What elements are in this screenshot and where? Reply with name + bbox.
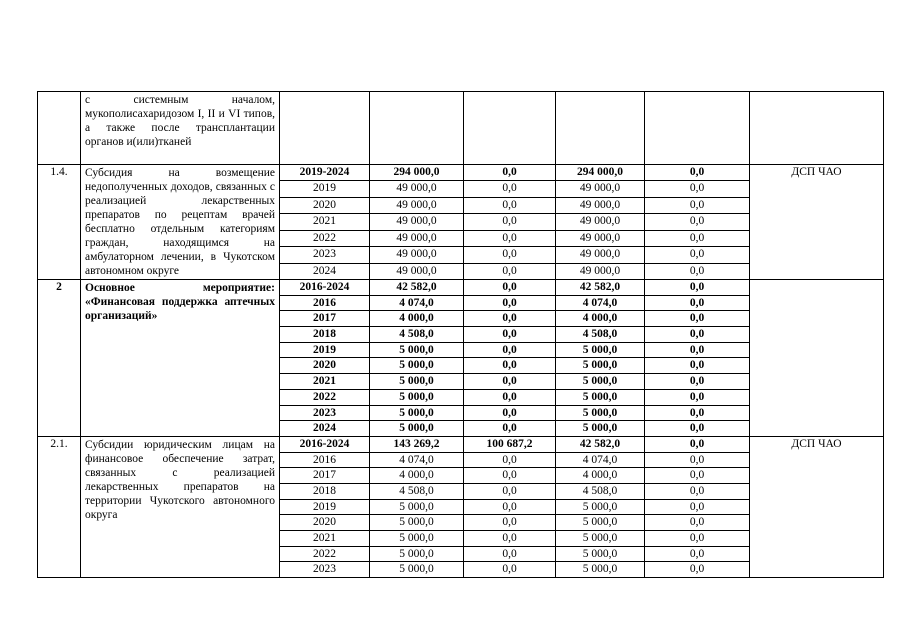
regional-cell: 4 000,0 <box>556 468 645 484</box>
period-cell: 2016-2024 <box>280 436 370 452</box>
federal-cell: 0,0 <box>464 405 556 421</box>
regional-cell: 5 000,0 <box>556 515 645 531</box>
total-cell: 5 000,0 <box>370 374 464 390</box>
total-cell: 294 000,0 <box>370 165 464 181</box>
federal-cell: 0,0 <box>464 311 556 327</box>
table-row <box>38 280 884 296</box>
regional-cell: 5 000,0 <box>556 499 645 515</box>
period-cell: 2016-2024 <box>280 280 370 296</box>
regional-cell: 5 000,0 <box>556 374 645 390</box>
federal-cell: 0,0 <box>464 295 556 311</box>
section-description: Субсидии юридическим лицам на финансовое обеспечение затрат, связанных с реализацией лекарственных препаратов на территории Чукотского автономного округа <box>81 436 280 577</box>
period-cell: 2016 <box>280 452 370 468</box>
other-cell: 0,0 <box>645 358 750 374</box>
period-cell: 2022 <box>280 230 370 246</box>
total-cell: 42 582,0 <box>370 280 464 296</box>
period-cell: 2019-2024 <box>280 165 370 181</box>
regional-cell: 5 000,0 <box>556 389 645 405</box>
period-cell: 2021 <box>280 374 370 390</box>
period-cell: 2019 <box>280 499 370 515</box>
other-cell: 0,0 <box>645 405 750 421</box>
regional-cell: 42 582,0 <box>556 280 645 296</box>
period-cell: 2024 <box>280 263 370 279</box>
other-cell: 0,0 <box>645 436 750 452</box>
total-cell: 5 000,0 <box>370 358 464 374</box>
period-cell: 2019 <box>280 342 370 358</box>
total-cell: 5 000,0 <box>370 342 464 358</box>
period-cell: 2017 <box>280 468 370 484</box>
executor-cell <box>750 280 884 437</box>
total-cell: 5 000,0 <box>370 546 464 562</box>
empty-cell <box>280 92 370 165</box>
total-cell: 49 000,0 <box>370 214 464 230</box>
federal-cell: 0,0 <box>464 499 556 515</box>
regional-cell: 5 000,0 <box>556 342 645 358</box>
empty-cell <box>464 92 556 165</box>
other-cell: 0,0 <box>645 421 750 437</box>
federal-cell: 0,0 <box>464 165 556 181</box>
federal-cell: 0,0 <box>464 452 556 468</box>
federal-cell: 0,0 <box>464 421 556 437</box>
federal-cell: 0,0 <box>464 280 556 296</box>
total-cell: 4 074,0 <box>370 452 464 468</box>
federal-cell: 0,0 <box>464 230 556 246</box>
federal-cell: 0,0 <box>464 263 556 279</box>
federal-cell: 0,0 <box>464 389 556 405</box>
section-description: Основное мероприятие: «Финансовая поддержка аптечных организаций» <box>81 280 280 437</box>
period-cell: 2020 <box>280 197 370 213</box>
total-cell: 5 000,0 <box>370 562 464 578</box>
period-cell: 2024 <box>280 421 370 437</box>
period-cell: 2023 <box>280 247 370 263</box>
other-cell: 0,0 <box>645 165 750 181</box>
federal-cell: 0,0 <box>464 374 556 390</box>
federal-cell: 0,0 <box>464 546 556 562</box>
regional-cell: 5 000,0 <box>556 531 645 547</box>
period-cell: 2022 <box>280 546 370 562</box>
period-cell: 2019 <box>280 181 370 197</box>
other-cell: 0,0 <box>645 374 750 390</box>
total-cell: 49 000,0 <box>370 230 464 246</box>
period-cell: 2017 <box>280 311 370 327</box>
federal-cell: 0,0 <box>464 214 556 230</box>
federal-cell: 0,0 <box>464 247 556 263</box>
other-cell: 0,0 <box>645 483 750 499</box>
continuation-row <box>38 92 884 165</box>
regional-cell: 49 000,0 <box>556 230 645 246</box>
regional-cell: 4 000,0 <box>556 311 645 327</box>
other-cell: 0,0 <box>645 311 750 327</box>
other-cell: 0,0 <box>645 562 750 578</box>
other-cell: 0,0 <box>645 389 750 405</box>
federal-cell: 0,0 <box>464 197 556 213</box>
regional-cell: 5 000,0 <box>556 562 645 578</box>
period-cell: 2016 <box>280 295 370 311</box>
period-cell: 2020 <box>280 515 370 531</box>
continuation-num-cell <box>38 92 81 165</box>
regional-cell: 49 000,0 <box>556 247 645 263</box>
other-cell: 0,0 <box>645 531 750 547</box>
other-cell: 0,0 <box>645 197 750 213</box>
total-cell: 5 000,0 <box>370 421 464 437</box>
section-number: 2.1. <box>38 436 81 577</box>
total-cell: 49 000,0 <box>370 247 464 263</box>
period-cell: 2018 <box>280 327 370 343</box>
empty-cell <box>750 92 884 165</box>
total-cell: 4 508,0 <box>370 483 464 499</box>
section-number: 1.4. <box>38 165 81 280</box>
total-cell: 5 000,0 <box>370 405 464 421</box>
total-cell: 5 000,0 <box>370 531 464 547</box>
period-cell: 2021 <box>280 214 370 230</box>
total-cell: 49 000,0 <box>370 197 464 213</box>
total-cell: 4 000,0 <box>370 311 464 327</box>
regional-cell: 42 582,0 <box>556 436 645 452</box>
period-cell: 2018 <box>280 483 370 499</box>
regional-cell: 4 508,0 <box>556 327 645 343</box>
regional-cell: 5 000,0 <box>556 421 645 437</box>
total-cell: 4 074,0 <box>370 295 464 311</box>
other-cell: 0,0 <box>645 280 750 296</box>
total-cell: 4 000,0 <box>370 468 464 484</box>
federal-cell: 0,0 <box>464 515 556 531</box>
other-cell: 0,0 <box>645 214 750 230</box>
empty-cell <box>645 92 750 165</box>
other-cell: 0,0 <box>645 327 750 343</box>
federal-cell: 0,0 <box>464 181 556 197</box>
regional-cell: 49 000,0 <box>556 263 645 279</box>
period-cell: 2022 <box>280 389 370 405</box>
period-cell: 2020 <box>280 358 370 374</box>
table-row <box>38 436 884 452</box>
executor-cell: ДСП ЧАО <box>750 436 884 577</box>
federal-cell: 0,0 <box>464 327 556 343</box>
regional-cell: 4 508,0 <box>556 483 645 499</box>
total-cell: 4 508,0 <box>370 327 464 343</box>
regional-cell: 49 000,0 <box>556 214 645 230</box>
other-cell: 0,0 <box>645 181 750 197</box>
other-cell: 0,0 <box>645 342 750 358</box>
empty-cell <box>370 92 464 165</box>
other-cell: 0,0 <box>645 452 750 468</box>
other-cell: 0,0 <box>645 515 750 531</box>
period-cell: 2023 <box>280 562 370 578</box>
regional-cell: 49 000,0 <box>556 181 645 197</box>
other-cell: 0,0 <box>645 546 750 562</box>
section-description: Субсидия на возмещение недополученных доходов, связанных с реализацией лекарственных препаратов по рецептам врачей бесплатно отдельным категориям граждан, находящимся на амбулаторном лечении, в Чукотском автономном округе <box>81 165 280 280</box>
program-funding-table <box>37 91 884 578</box>
regional-cell: 49 000,0 <box>556 197 645 213</box>
other-cell: 0,0 <box>645 247 750 263</box>
total-cell: 5 000,0 <box>370 515 464 531</box>
period-cell: 2023 <box>280 405 370 421</box>
continuation-description: с системным началом, мукополисахаридозом I, II и VI типов, а также после трансплантации органов и(или)тканей <box>81 92 280 165</box>
total-cell: 143 269,2 <box>370 436 464 452</box>
total-cell: 5 000,0 <box>370 499 464 515</box>
regional-cell: 5 000,0 <box>556 546 645 562</box>
total-cell: 5 000,0 <box>370 389 464 405</box>
total-cell: 49 000,0 <box>370 263 464 279</box>
other-cell: 0,0 <box>645 230 750 246</box>
federal-cell: 0,0 <box>464 562 556 578</box>
regional-cell: 4 074,0 <box>556 295 645 311</box>
federal-cell: 100 687,2 <box>464 436 556 452</box>
federal-cell: 0,0 <box>464 358 556 374</box>
other-cell: 0,0 <box>645 499 750 515</box>
regional-cell: 4 074,0 <box>556 452 645 468</box>
empty-cell <box>556 92 645 165</box>
federal-cell: 0,0 <box>464 531 556 547</box>
regional-cell: 294 000,0 <box>556 165 645 181</box>
regional-cell: 5 000,0 <box>556 358 645 374</box>
total-cell: 49 000,0 <box>370 181 464 197</box>
federal-cell: 0,0 <box>464 483 556 499</box>
other-cell: 0,0 <box>645 295 750 311</box>
table-row <box>38 165 884 181</box>
federal-cell: 0,0 <box>464 468 556 484</box>
federal-cell: 0,0 <box>464 342 556 358</box>
section-number: 2 <box>38 280 81 437</box>
regional-cell: 5 000,0 <box>556 405 645 421</box>
executor-cell: ДСП ЧАО <box>750 165 884 280</box>
other-cell: 0,0 <box>645 468 750 484</box>
other-cell: 0,0 <box>645 263 750 279</box>
period-cell: 2021 <box>280 531 370 547</box>
